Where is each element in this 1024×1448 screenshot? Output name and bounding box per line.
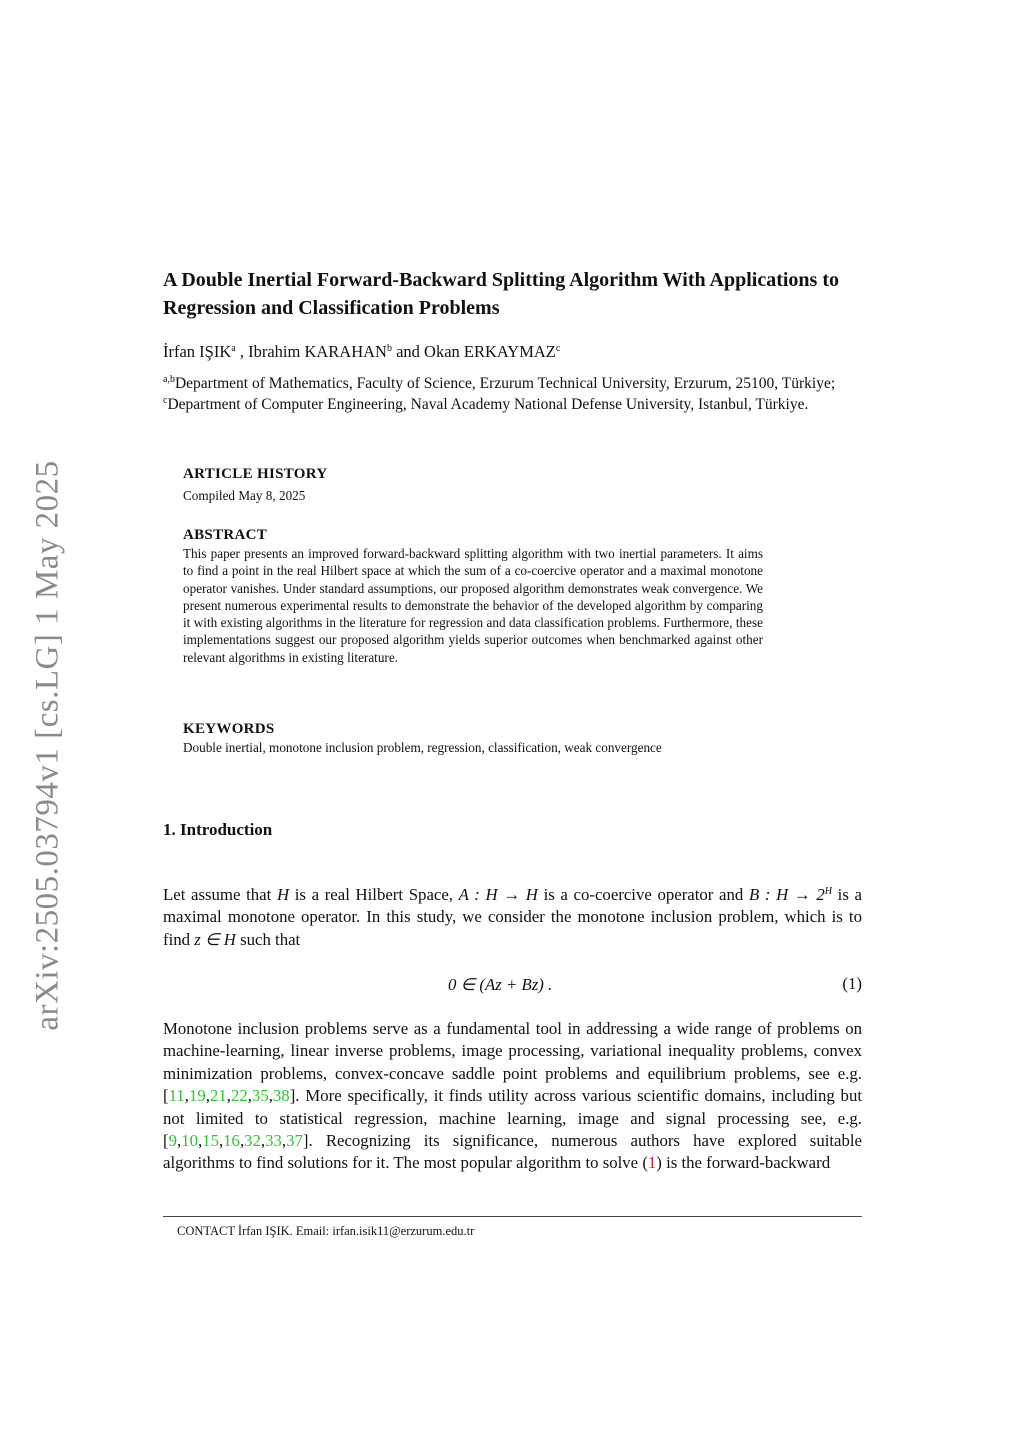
math-A-map: A : H → H <box>458 885 538 904</box>
citation-link[interactable]: 10 <box>181 1131 198 1151</box>
article-history-heading: ARTICLE HISTORY <box>183 466 328 482</box>
citation-link[interactable]: 38 <box>272 1086 290 1106</box>
keywords-text: Double inertial, monotone inclusion problem, regression, classification, weak convergence <box>183 740 662 755</box>
author-1: İrfan IŞIK <box>163 342 232 361</box>
affil-text-1: Department of Mathematics, Faculty of Science, Erzurum Technical University, Erzurum, 25100, Türkiye; <box>174 375 836 392</box>
citation-link[interactable]: 22 <box>230 1086 248 1106</box>
author-2: , Ibrahim KARAHAN <box>235 342 387 361</box>
intro-paragraph-1: Let assume that H is a real Hilbert Space, A : H → H is a co-coercive operator and B : $H \to 2^H$ is a maximal monotone operator. In this study, we consider the monotone inclusion problem, which is to find z ∈ H such that <box>163 885 862 949</box>
citation-link[interactable]: 9 <box>168 1131 177 1151</box>
citation-link[interactable]: 11 <box>168 1086 185 1106</box>
citation-link[interactable]: 19 <box>188 1086 206 1106</box>
paper-title: A Double Inertial Forward-Backward Splitting Algorithm With Applications to Regression and Classification Problems <box>163 269 839 319</box>
citation-link[interactable]: 15 <box>202 1131 219 1151</box>
arxiv-id: arXiv:2505.03794v1 [cs.LG] 1 May 2025 <box>29 459 66 1031</box>
affil-text-2: Department of Computer Engineering, Naval Academy National Defense University, Istanbul, Türkiye. <box>167 395 809 413</box>
abstract-heading: ABSTRACT <box>183 527 268 543</box>
math-z-in-H: z ∈ H <box>194 929 236 949</box>
contact-footnote: CONTACT İrfan IŞIK. Email: irfan.isik11@erzurum.edu.tr <box>177 1224 475 1238</box>
abstract <box>183 527 763 666</box>
footnote-rule <box>163 1216 862 1217</box>
keywords-heading: KEYWORDS <box>183 721 275 737</box>
author-2-affil: b <box>386 343 392 354</box>
author-3-affil: c <box>555 343 561 354</box>
author-1-affil: a <box>231 343 236 354</box>
abstract-text: This paper presents an improved forward-backward splitting algorithm with two inertial parameters. It aims to find a point in the real Hilbert space at which the sum of a co-coercive operator and a maximal monotone operator vanishes. Under standard assumptions, our proposed algorithm demonstrates weak convergence. We present numerous experimental results to demonstrate the behavior of the developed algorithm by comparing it with existing algorithms in the literature for regression and data classification problems. Furthermore, these implementations suggest our proposed algorithm yields superior outcomes when benchmarked against other relevant algorithms in existing literature. <box>183 546 763 665</box>
author-line <box>163 342 560 362</box>
keywords <box>183 721 763 756</box>
citation-link[interactable]: 37 <box>286 1131 303 1151</box>
citation-link[interactable]: 35 <box>251 1086 269 1106</box>
author-3: and Okan ERKAYMAZ <box>391 342 556 361</box>
equation-body: 0 ∈ (Az + Bz) . <box>448 975 553 994</box>
affil-sup-ab: a,b <box>163 374 175 385</box>
math-B-map: B : H → 2 <box>748 885 825 904</box>
arxiv-side-stamp <box>18 450 78 1040</box>
equation-ref-link[interactable]: 1 <box>647 1153 657 1173</box>
citation-link[interactable]: 32 <box>244 1131 261 1151</box>
citation-link[interactable]: 21 <box>209 1086 227 1106</box>
math-power-H: H <box>824 886 832 897</box>
intro-paragraph-2: Monotone inclusion problems serve as a fundamental tool in addressing a wide range of problems on machine-learning, linear inverse problems, image processing, variational inequality problems, convex minimization problems, convex-concave saddle point problems and equilibrium problems, see e.g. [11,19,21,22,35,38]. More specifically, it finds utility across various scientific domains, including but not limited to statistical regression, machine learning, image and signal processing see, e.g. [9,10,15,16,32,33,37]. Recognizing its significance, numerous authors have explored suitable algorithms to find solutions for it. The most popular algorithm to solve (1) is the forward-backward <box>163 1019 862 1173</box>
section-heading-introduction: 1. Introduction <box>163 820 273 839</box>
citation-link[interactable]: 33 <box>265 1131 282 1151</box>
article-history-text: Compiled May 8, 2025 <box>183 488 306 503</box>
affil-sup-c: c <box>163 394 168 406</box>
citation-link[interactable]: 16 <box>223 1131 240 1151</box>
equation-number: (1) <box>842 974 862 993</box>
article-history <box>183 466 763 504</box>
affiliations <box>163 374 862 415</box>
math-H: H <box>276 885 290 904</box>
